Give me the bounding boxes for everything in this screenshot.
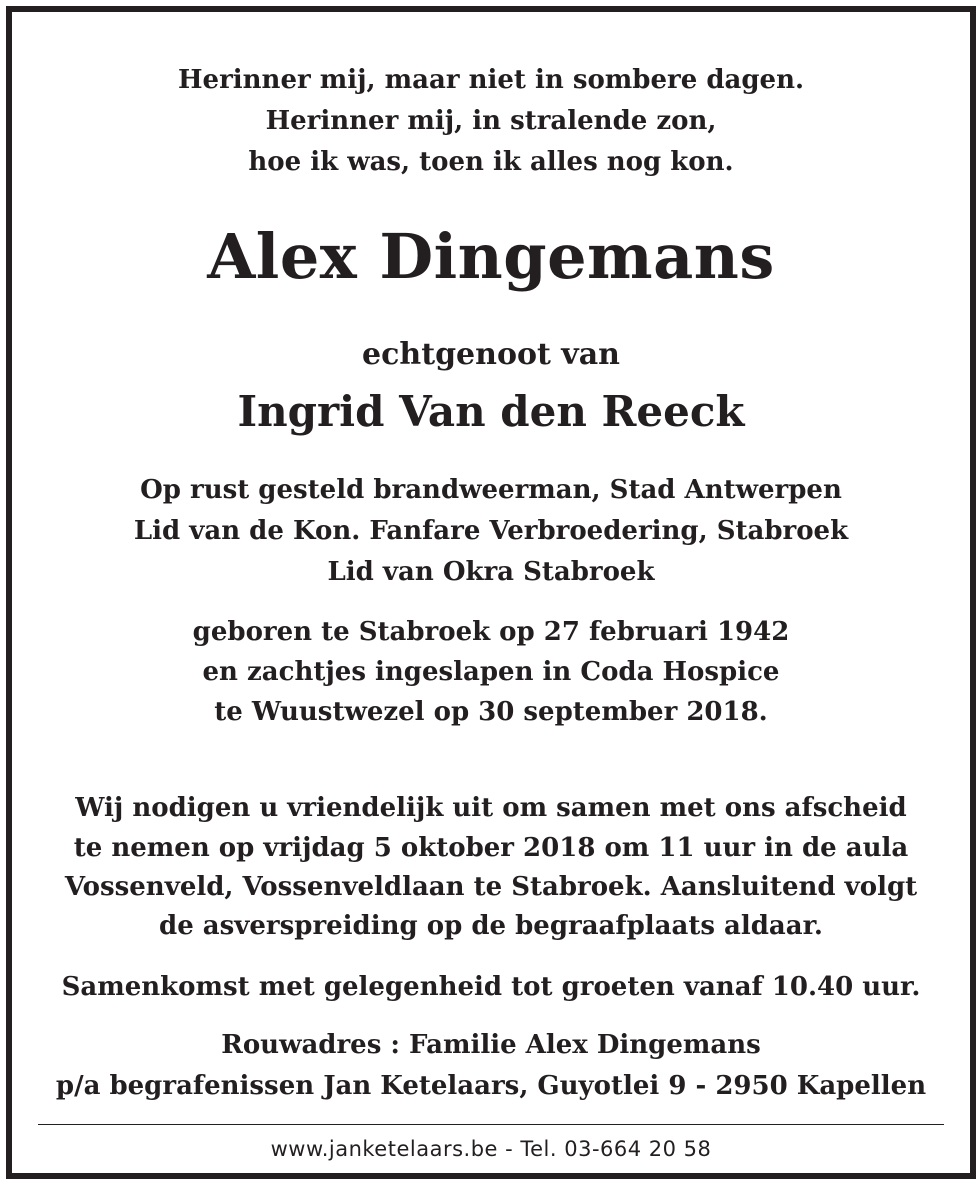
poem-line-3: hoe ik was, toen ik alles nog kon. <box>248 147 734 177</box>
affiliation-line-3: Lid van Okra Stabroek <box>327 557 655 587</box>
address-line-1: Rouwadres : Familie Alex Dingemans <box>221 1030 761 1060</box>
invitation-line-4: de asverspreiding op de begraafplaats aldaar. <box>159 911 823 941</box>
spouse-intro: echtgenoot van <box>362 337 620 372</box>
dates-line-1: geboren te Stabroek op 27 februari 1942 <box>192 617 790 647</box>
affiliation-line-1: Op rust gesteld brandweerman, Stad Antwerpen <box>140 475 842 505</box>
poem-line-2: Herinner mij, in stralende zon, <box>265 106 717 136</box>
dates-line-3: te Wuustwezel op 30 september 2018. <box>214 697 768 727</box>
affiliation-line-2: Lid van de Kon. Fanfare Verbroedering, Stabroek <box>133 516 849 546</box>
invitation-line-3: Vossenveld, Vossenveldlaan te Stabroek. Aansluitend volgt <box>64 872 918 902</box>
invitation-line-2: te nemen op vrijdag 5 oktober 2018 om 11 uur in de aula <box>73 833 909 863</box>
spouse-name: Ingrid Van den Reeck <box>237 387 745 436</box>
gathering-line: Samenkomst met gelegenheid tot groeten vanaf 10.40 uur. <box>61 972 921 1002</box>
footer-contact: www.janketelaars.be - Tel. 03-664 20 58 <box>270 1137 712 1161</box>
dates-line-2: en zachtjes ingeslapen in Coda Hospice <box>202 657 780 687</box>
footer-divider <box>38 1124 944 1125</box>
obituary-frame <box>6 6 976 1179</box>
poem-line-1: Herinner mij, maar niet in sombere dagen. <box>177 65 805 95</box>
deceased-name: Alex Dingemans <box>207 220 775 293</box>
address-line-2: p/a begrafenissen Jan Ketelaars, Guyotlei 9 - 2950 Kapellen <box>55 1071 927 1101</box>
invitation-line-1: Wij nodigen u vriendelijk uit om samen met ons afscheid <box>75 793 907 823</box>
